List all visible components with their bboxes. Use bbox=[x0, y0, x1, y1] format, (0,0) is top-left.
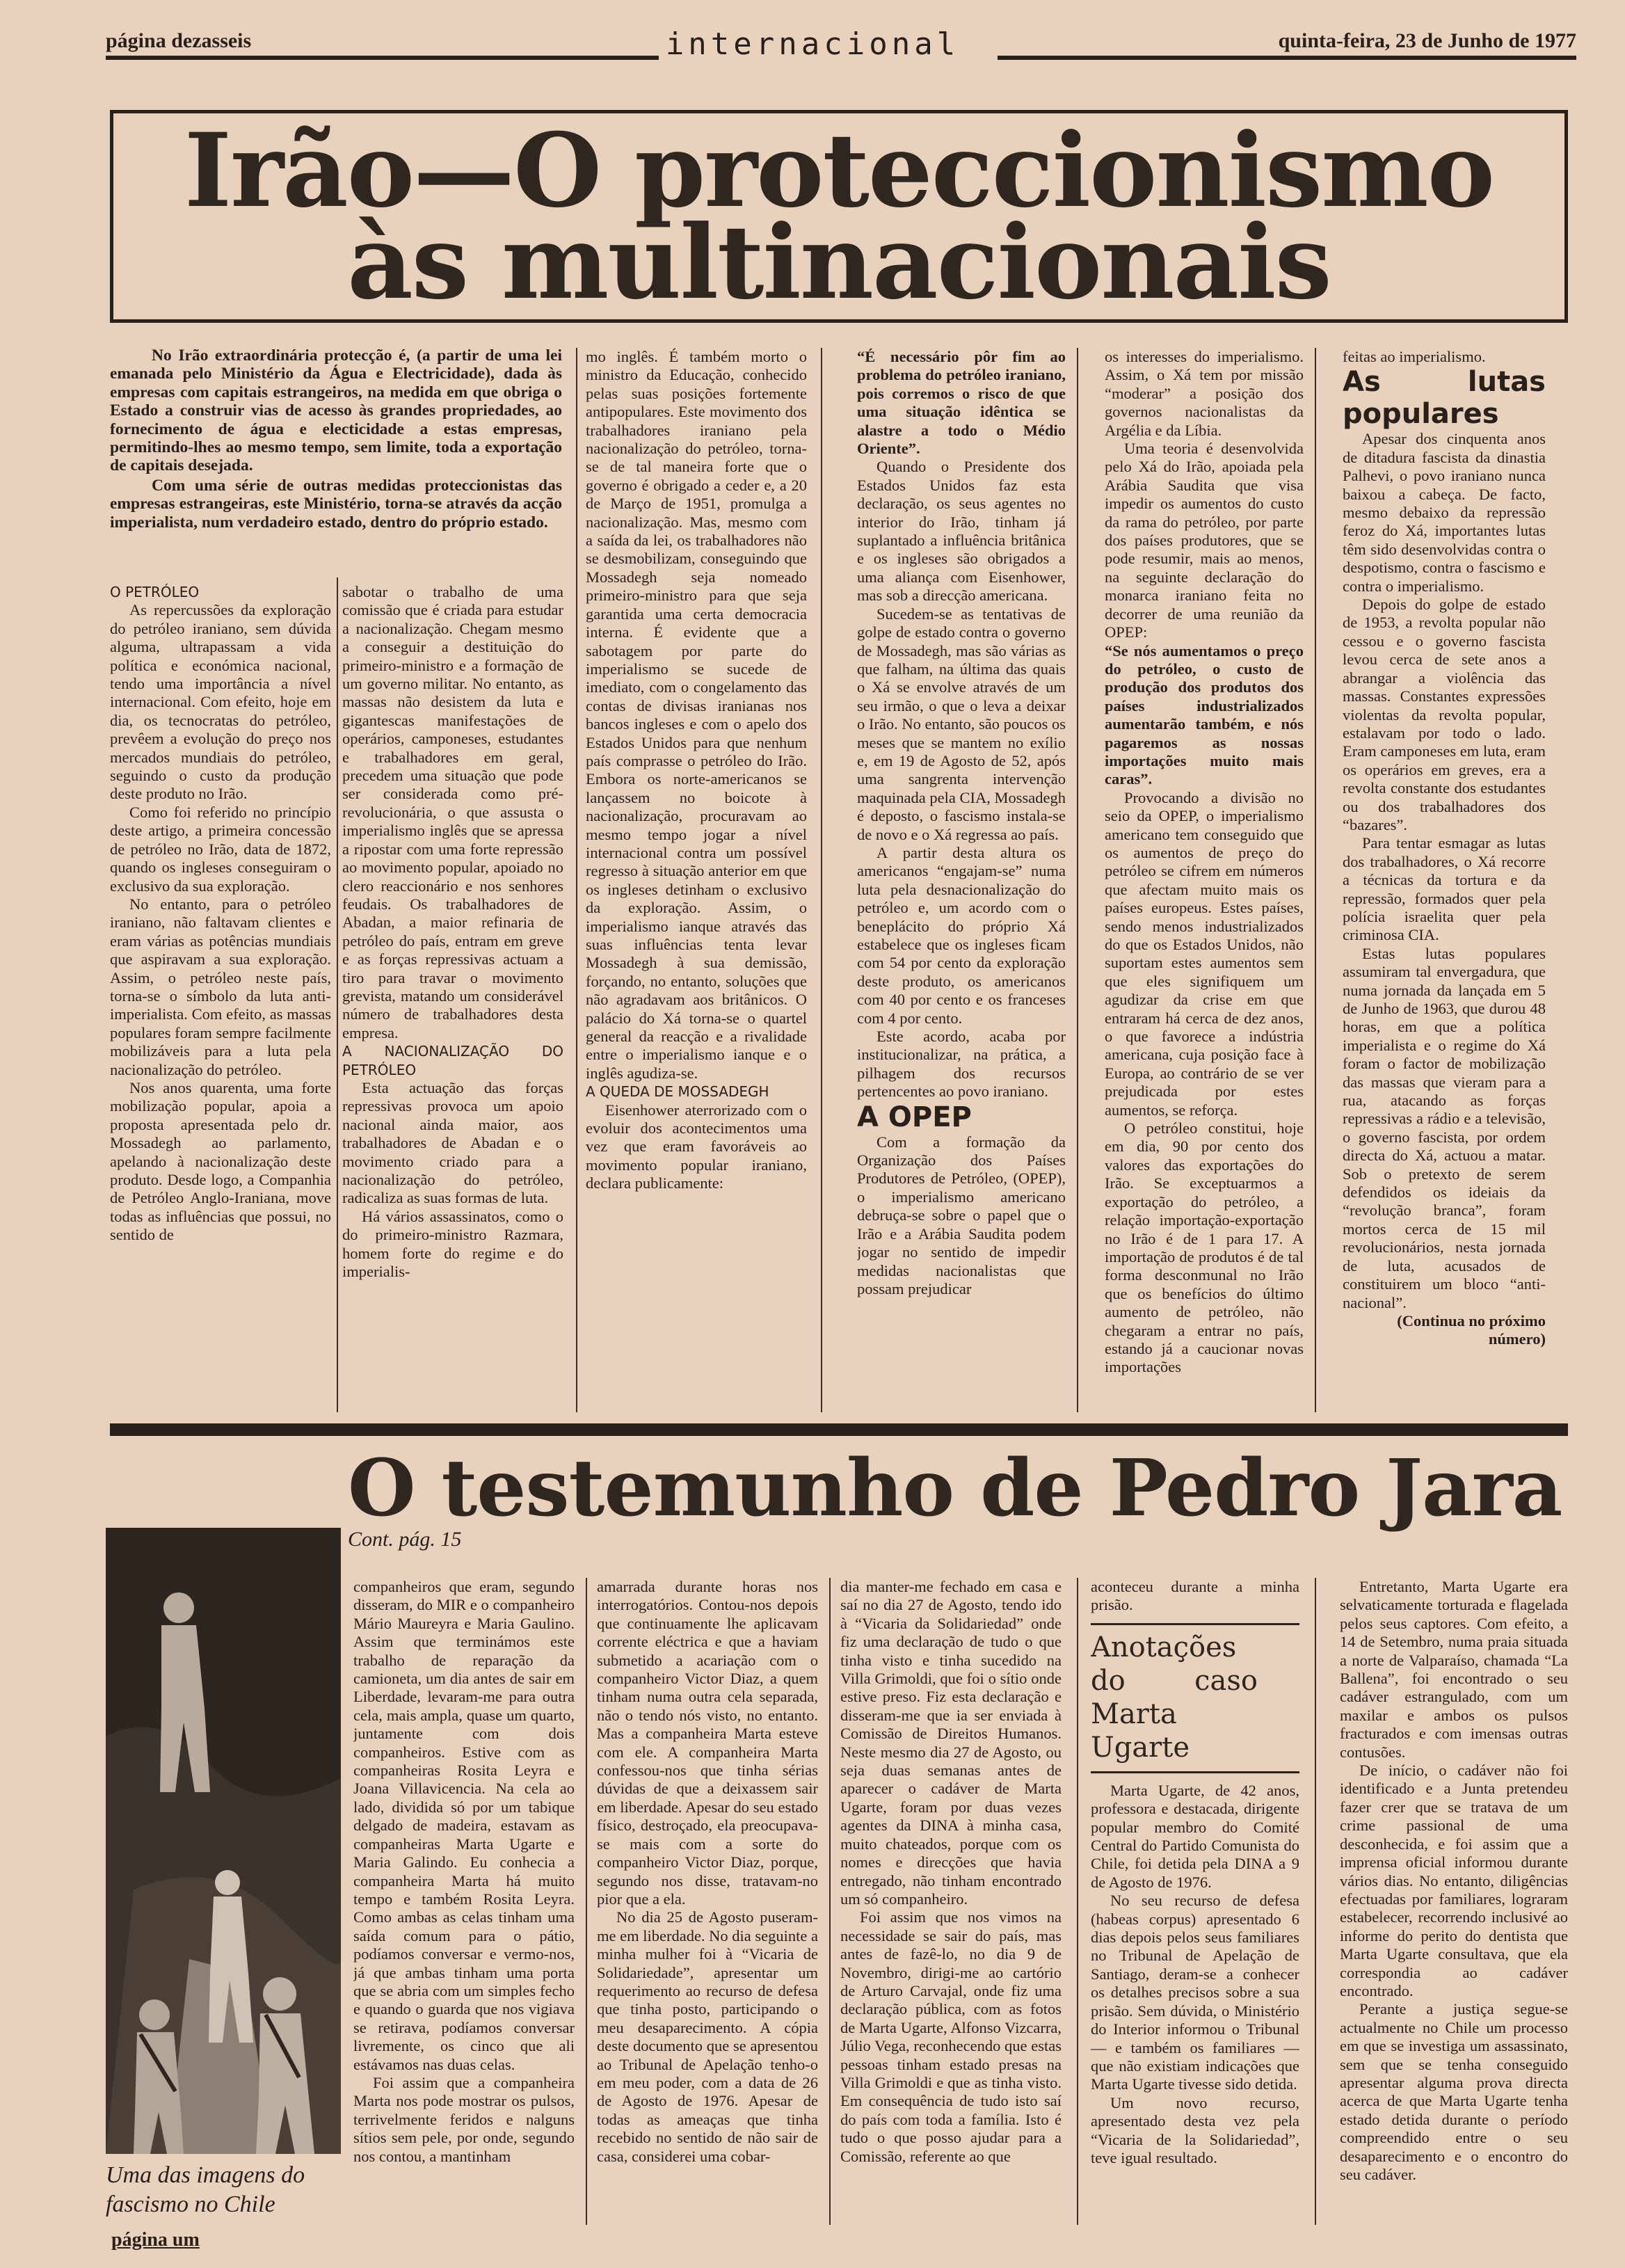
photo-illustration bbox=[106, 1528, 341, 2154]
paragraph: Estas lutas populares assumiram tal envergadura, que numa jornada da lançada em 5 de Junho de 1963, que durou 48 horas, em que a política imperialista e o regime do Xá foram o factor de mobilização das massas que vieram para a rua, atacando as forças repressivas a rádio e a televisão, o governo fascista, por ordem directa do Xá, actuou a matar. Sob o pretexto de serem defendidos os ideiais da “revolução branca”, foram mortos cerca de 15 mil revolucionários, nesta jornada de luta, acusados de constituirem um bloco “anti-nacional”. bbox=[1343, 944, 1546, 1311]
xa-quote: “Se nós aumentamos o preço do petróleo, o custo de produção dos produtos dos países industrializados aumentarão também, e nós pagaremos as nossas importações muito mais caras”. bbox=[1105, 641, 1304, 788]
paragraph: os interesses do imperialismo. Assim, o Xá tem por missão “moderar” a posição dos governos nacionalistas da Argélia e da Líbia. bbox=[1105, 348, 1304, 439]
article2-column-4 bbox=[1091, 1578, 1299, 2225]
paragraph: Perante a justiça segue-se actualmente no Chile um processo em que se investiga um assassinato, sem que se tenha conseguido apresentar alguma prova directa acerca de que Marta Ugarte tenha estado detida durante o período compreendido entre o seu desaparecimento e o encontro do seu cadáver. bbox=[1340, 2000, 1568, 2183]
paragraph: Para tentar esmagar as lutas dos trabalhadores, o Xá recorre a técnicas da tortura e da repressão, formados quer pela polícia israelita quer pela criminosa CIA. bbox=[1343, 834, 1546, 944]
paragraph: Entretanto, Marta Ugarte era selvaticamente torturada e flagelada pelos seus captores. Com efeito, a 14 de Setembro, numa praia situada a norte de Valparaíso, chamada “La Ballena”, foi encontrado o seu cadáver estrangulado, com um maxilar e ambos os pulsos fracturados e com imensas outras contusões. bbox=[1340, 1578, 1568, 1761]
footer-page-label: página um bbox=[111, 2229, 200, 2251]
continued-note: (Continua no próximo número) bbox=[1397, 1311, 1546, 1348]
article1-column-4 bbox=[857, 348, 1066, 1412]
paragraph: No entanto, para o petróleo iraniano, não faltavam clientes e eram várias as potências mundiais que aspiravam a sua exploração. Assim, o petróleo neste país, torna-se o símbolo da luta anti-imperialista. Com efeito, as massas populares foram sempre facilmente mobilizáveis para a luta pela nacionalização do petróleo. bbox=[110, 895, 331, 1078]
column-divider bbox=[1315, 1578, 1316, 2225]
article2-column-3 bbox=[840, 1578, 1062, 2225]
paragraph: Apesar dos cinquenta anos de ditadura fascista da dinastia Palhevi, o povo iraniano nunca baixou a cabeça. De facto, mesmo debaixo da repressão feroz do Xá, importantes lutas têm sido desenvolvidas contra o despotismo, contra o fascismo e contra o imperialismo. bbox=[1343, 430, 1546, 595]
paragraph: Eisenhower aterrorizado com o evoluir dos acontecimentos uma vez que eram favoráveis ao movimento popular iraniano, declara publicamente: bbox=[586, 1101, 807, 1192]
article1-column-5 bbox=[1105, 348, 1304, 1412]
article2-column-2 bbox=[597, 1578, 818, 2225]
paragraph: Depois do golpe de estado de 1953, a revolta popular não cessou e o governo fascista levou cerca de sete anos a abrangar a violência das massas. Constantes expressões violentas da revolta popular, estalavam por todo o lado. Eram camponeses em luta, eram os operários em greves, era a revolta constante dos estudantes ou dos trabalhadores dos “bazares”. bbox=[1343, 596, 1546, 833]
paragraph: mo inglês. É também morto o ministro da Educação, conhecido pelas suas posições fortemente antipopulares. Este movimento dos trabalhadores iraniano pela nacionalização do petróleo, torna-se de tal maneira forte que o governo é obrigado a ceder e, a 20 de Março de 1951, promulga a nacionalização. Mas, mesmo com a saída da lei, os trabalhadores não se desmobilizam, conseguindo que Mossadegh seja nomeado primeiro-ministro para que seja garantida uma certa democracia interna. É evidente que a sabotagem por parte do imperialismo se sucede de imediato, com o congelamento das contas de divisas iranianas nos bancos ingleses e com o apelo dos Estados Unidos para que nenhum país comprasse o petróleo do Irão. Embora os norte-americanos se lançassem no boicote à nacionalização, procuravam ao mesmo tempo jogar a nível internacional contra um possível regresso à situação anterior em que os ingleses detinham o exclusivo da exploração. Assim, o imperialismo ianque através das suas influências tenta levar Mossadegh à sua demissão, forçando, no entanto, soluções que não agradavam aos britânicos. O palácio do Xá torna-se o quartel general da reacção e a rivalidade entre o imperialismo ianque e o inglês agudiza-se. bbox=[586, 348, 807, 1082]
paragraph: A partir desta altura os americanos “engajam-se” numa luta pela desnacionalização do petróleo e, um acordo com o beneplácito do próprio Xá estabelece que os ingleses ficam com 54 por cento da exploração deste produto, os americanos com 40 por cento e os franceses com 4 por cento. bbox=[857, 843, 1066, 1027]
paragraph: Quando o Presidente dos Estados Unidos faz esta declaração, os seus agentes no interior do Irão, tinham já suplantado a influência britânica e os ingleses são obrigados a uma aliança com Eisenhower, mas sob a direcção americana. bbox=[857, 458, 1066, 605]
paragraph: O petróleo constitui, hoje em dia, 90 por cento dos valores das exportações do Irão. Se exceptuarmos a exportação do petróleo, a relação importação-exportação no Irão é de 1 para 17. A importação de produtos é de tal forma desconmunal no Irão que os benefícios do último aumento de petróleo, não chegaram a entrar no país, estando já a caucionar novas importações bbox=[1105, 1119, 1304, 1376]
article1-column-2 bbox=[342, 583, 563, 1411]
article2-column-1 bbox=[353, 1578, 575, 2225]
anotacoes-heading: Anotações do caso Marta Ugarte bbox=[1091, 1631, 1258, 1764]
box-rule bbox=[1091, 1771, 1299, 1773]
masthead-rule-right bbox=[998, 56, 1576, 60]
paragraph: feitas ao imperialismo. bbox=[1343, 348, 1486, 365]
article2-headline: O testemunho de Pedro Jara bbox=[348, 1443, 1562, 1534]
column-divider bbox=[1077, 1578, 1078, 2225]
subheading-opep: A OPEP bbox=[857, 1101, 972, 1133]
paragraph: Sucedem-se as tentativas de golpe de estado contra o governo de Mossadegh, mas são várias as que falham, na última das quais o Xá se envolve através de um seu irmão, o que o leva a deixar o Irão. No entanto, são poucos os meses que se mantem no exílio e, em 19 de Agosto de 52, após uma sangrenta intervenção maquinada pela CIA, Mossadegh é deposto, o fascismo instala-se de novo e o Xá regressa ao país. bbox=[857, 605, 1066, 843]
paragraph: Como foi referido no princípio deste artigo, a primeira concessão de petróleo no Irão, data de 1872, quando os ingleses conseguiram o exclusivo da sua exploração. bbox=[110, 803, 331, 895]
column-divider bbox=[1315, 348, 1316, 1412]
headline-line1: Irão—O proteccionismo bbox=[184, 111, 1494, 230]
headline-line2: às multinacionais bbox=[347, 203, 1331, 322]
column-divider bbox=[576, 348, 577, 1412]
paragraph: Esta actuação das forças repressivas provoca um apoio nacional ainda maior, aos trabalhadores de Abadan e o movimento criado para a nacionalização do petróleo, radicaliza as suas formas de luta. bbox=[342, 1078, 563, 1207]
article1-column-1 bbox=[110, 583, 331, 1411]
column-divider bbox=[337, 577, 338, 1412]
subheading-lutas-populares: As lutas populares bbox=[1343, 366, 1546, 431]
paragraph: Foi assim que a companheira Marta nos pode mostrar os pulsos, terrivelmente feridos e nalguns sítios sem pele, por onde, segundo nos contou, a mantinham bbox=[353, 2073, 575, 2165]
subheading-queda: A QUEDA DE MOSSADEGH bbox=[586, 1083, 769, 1101]
paragraph: Provocando a divisão no seio da OPEP, o imperialismo americano tem conseguido que os aumentos de preço do petróleo se cifrem em números que afectam muito mais os países europeus. Estes países, sendo menos industrializados do que os Estados Unidos, não suportam estes aumentos sem que eles signifiquem um agudizar da crise em que entraram há cerca de dez anos, o que favorece a indústria americana, cuja posição face à Europa, ao contrário de se ver prejudicada por estes aumentos, se reforça. bbox=[1105, 788, 1304, 1119]
paragraph: dia manter-me fechado em casa e saí no dia 27 de Agosto, tendo ido à “Vicaria da Solidariedad” onde fiz uma declaração de tudo o que tinha visto e tinha sucedido na Villa Grimoldi, que foi o sítio onde estive preso. Fiz esta declaração e disseram-me que ia ser enviada à Comissão de Direitos Humanos. Neste mesmo dia 27 de Agosto, ou seja duas semanas antes de aparecer o cadáver de Marta Ugarte, foram por duas vezes agentes da DINA à minha casa, muito chateados, porque com os nomes e direcções que havia entregado, não tinham encontrado um só companheiro. bbox=[840, 1578, 1062, 1908]
issue-date: quinta-feira, 23 de Junho de 1977 bbox=[1278, 29, 1576, 52]
box-rule bbox=[1091, 1623, 1299, 1625]
page-number-label: página dezasseis bbox=[106, 29, 252, 52]
paragraph: Uma teoria é desenvolvida pelo Xá do Irão, apoiada pela Arábia Saudita que visa impedir os aumentos do custo da rama do petróleo, por parte dos países produtores, que se pode resumir, mais ao menos, na seguinte declaração do monarca iraniano feita no decorrer de uma reunião da OPEP: bbox=[1105, 440, 1304, 641]
paragraph: Marta Ugarte, de 42 anos, professora e destacada, dirigente popular membro do Comité Central do Partido Comunista do Chile, foi detida pela DINA a 9 de Agosto de 1976. bbox=[1091, 1781, 1299, 1891]
paragraph: Nos anos quarenta, uma forte mobilização popular, apoia a proposta apresentada pelo dr. Mossadegh ao parlamento, apelando à nacionalização deste produto. Desde logo, a Companhia de Petróleo Anglo-Iraniana, move todas as influências que possui, no sentido de bbox=[110, 1078, 331, 1244]
article1-lead bbox=[110, 346, 562, 533]
paragraph: Foi assim que nos vimos na necessidade se sair do país, mas antes de fazê-lo, no dia 9 de Novembro, dirigi-me ao cartório de Arturo Carvajal, onde fiz uma declaração pública, com as fotos de Marta Ugarte, Alfonso Vizcarra, Júlio Vega, reconhecendo que estas pessoas tinham estado presas na Villa Grimoldi e que as tinha visto. Em consequência de tudo isto saí do país com toda a família. Isto é tudo o que posso ajudar para a Comissão, referente ao que bbox=[840, 1908, 1062, 2165]
column-divider bbox=[821, 348, 822, 1412]
paragraph: Há vários assassinatos, como o do primeiro-ministro Razmara, homem forte do regime e do imperialis- bbox=[342, 1207, 563, 1281]
paragraph: amarrada durante horas nos interrogatórios. Contou-nos depois que continuamente lhe aplicavam corrente eléctrica e que a haviam submetido a acariação com o companheiro Victor Diaz, a quem tinham numa outra cela separada, não o tendo nós visto, no entanto. Mas a companheira Marta esteve com ele. A companheira Marta confessou-nos que tinha sérias dúvidas de que a deixassem sair em liberdade. Apesar do seu estado físico, destroçado, ela preocupava-se mais com a sorte do companheiro Victor Diaz, porque, segundo nos disse, tratavam-no pior que a ela. bbox=[597, 1578, 818, 1908]
column-divider bbox=[586, 1578, 587, 2225]
section-separator bbox=[110, 1423, 1568, 1436]
article1-headline bbox=[110, 111, 1568, 322]
continued-from: Cont. pág. 15 bbox=[348, 1528, 462, 1551]
paragraph: aconteceu durante a minha prisão. bbox=[1091, 1578, 1299, 1614]
paragraph: No seu recurso de defesa (habeas corpus) apresentado 6 dias depois pelos seus familiares no Tribunal de Apelação de Santiago, deram-se a conhecer os detalhes precisos sobre a sua prisão. Sem dúvida, o Ministério do Interior informou o Tribunal — e também os familiares — que não existiam indicações que Marta Ugarte tivesse sido detida. bbox=[1091, 1892, 1299, 2093]
subheading-nacionalizacao: A NACIONALIZAÇÃO DO PETRÓLEO bbox=[342, 1043, 563, 1078]
eisenhower-quote: “É necessário pôr fim ao problema do petróleo iraniano, pois corremos o risco de que uma situação idêntica se alastre a todo o Médio Oriente”. bbox=[857, 348, 1066, 458]
article1-column-6 bbox=[1343, 348, 1546, 1412]
paragraph: As repercussões da exploração do petróleo iraniano, sem dúvida alguma, ultrapassam a vida política e económica nacional, tendo uma importância a nível internacional. Com efeito, hoje em dia, os tecnocratas do petróleo, prevêem a evolução do preço nos mercados mundiais do petróleo, seguindo o custo da produção deste produto no Irão. bbox=[110, 601, 331, 803]
fascism-photo bbox=[106, 1528, 341, 2154]
column-divider bbox=[1077, 348, 1078, 1412]
paragraph: No dia 25 de Agosto puseram-me em liberdade. No dia seguinte a minha mulher foi à “Vicaria de Solidariedade”, apresentar um requerimento ao recurso de defesa que tinha posto, participando o meu desaparecimento. A cópia deste documento que se apresentou ao Tribunal de Apelação tenho-o em meu poder, com a data de 26 de Agosto de 1976. Apesar de todas as ameaças que tinha recebido no sentido de não sair de casa, considerei uma cobar- bbox=[597, 1908, 818, 2165]
paragraph: Com a formação da Organização dos Países Produtores de Petróleo, (OPEP), o imperialismo americano debruça-se sobre o papel que o Irão e a Arábia Saudita podem jogar no sentido de impedir medidas nacionalistas que possam prejudicar bbox=[857, 1133, 1066, 1297]
paragraph: De início, o cadáver não foi identificado e a Junta pretendeu fazer crer que se tratava de um crime passional de uma desconhecida, e foi assim que a imprensa oficial informou durante vários dias. No entanto, diligências efectuadas por familiares, lograram estabelecer, recorrendo inclusivé ao informe do perito do dentista que Marta Ugarte consultava, que ela correspondia ao cadáver encontrado. bbox=[1340, 1762, 1568, 1999]
paragraph: Um novo recurso, apresentado desta vez pela “Vicaria de la Solidariedad”, teve igual resultado. bbox=[1091, 2093, 1299, 2166]
photo-caption: Uma das imagens do fascismo no Chile bbox=[106, 2162, 305, 2217]
section-title: internacional bbox=[0, 26, 1625, 62]
article1-column-3 bbox=[586, 348, 807, 1412]
lead-paragraph: Com uma série de outras medidas proteccionistas das empresas estrangeiras, este Ministério, torna-se através da acção imperialista, num verdadeiro estado, dentro do próprio estado. bbox=[110, 476, 562, 532]
paragraph: sabotar o trabalho de uma comissão que é criada para estudar a nacionalização. Chegam mesmo a conseguir a destituição do primeiro-ministro e a formação de um governo militar. No entanto, as massas não desistem da luta e gigantescas manifestações de operários, camponeses, estudantes e trabalhadores em geral, precedem uma situação que pode ser considerada como pré-revolucionária, o que assusta o imperialismo inglês que se apressa a ripostar com uma forte repressão ao movimento popular, apoiado no clero reaccionário e nos senhores feudais. Os trabalhadores de Abadan, a maior refinaria de petróleo do país, entram em greve e as forças repressivas actuam a tiro para travar o movimento grevista, matando um considerável número de trabalhadores desta empresa. bbox=[342, 583, 563, 1041]
column-divider bbox=[829, 1578, 831, 2225]
subheading-petroleo: O PETRÓLEO bbox=[110, 584, 200, 600]
paragraph: Este acordo, acaba por institucionalizar, na prática, a pilhagem dos recursos pertencentes ao povo iraniano. bbox=[857, 1028, 1066, 1101]
lead-paragraph: No Irão extraordinária protecção é, (a partir de uma lei emanada pelo Ministério da Água e Electricidade), dada às empresas com capitais estrangeiros, na medida em que obriga o Estado a construir vias de acesso às grandes propriedades, ao fornecimento de água e electicidade a estas empresas, permitindo-lhes ao mesmo tempo, sem limite, toda a exportação de capitais desejada. bbox=[110, 346, 562, 475]
article2-column-5 bbox=[1340, 1578, 1568, 2225]
paragraph: companheiros que eram, segundo disseram, do MIR e o companheiro Mário Maureyra e Maria Gaulino. Assim que terminámos este trabalho de reparação da camioneta, um dia antes de sair em Liberdade, levaram-me para outra cela, mais ampla, quase um quarto, juntamente com dois companheiros. Estive com as companheiras Rosita Leyra e Joana Villavicencia. Na cela ao lado, dividida só por um tabique delgado de madeira, estavam as companheiras Marta Ugarte e Maria Galindo. Eu conhecia a companheira Marta há muito tempo e também Rosita Leyra. Como ambas as celas tinham uma saída comum para o pátio, podíamos conversar e vermo-nos, já que ambas tinham uma porta que se abria com um simples fecho e quando o guarda que nos vigiava se retirava, podíamos conversar livremente, os cinco que ali estávamos nas duas celas. bbox=[353, 1578, 575, 2073]
